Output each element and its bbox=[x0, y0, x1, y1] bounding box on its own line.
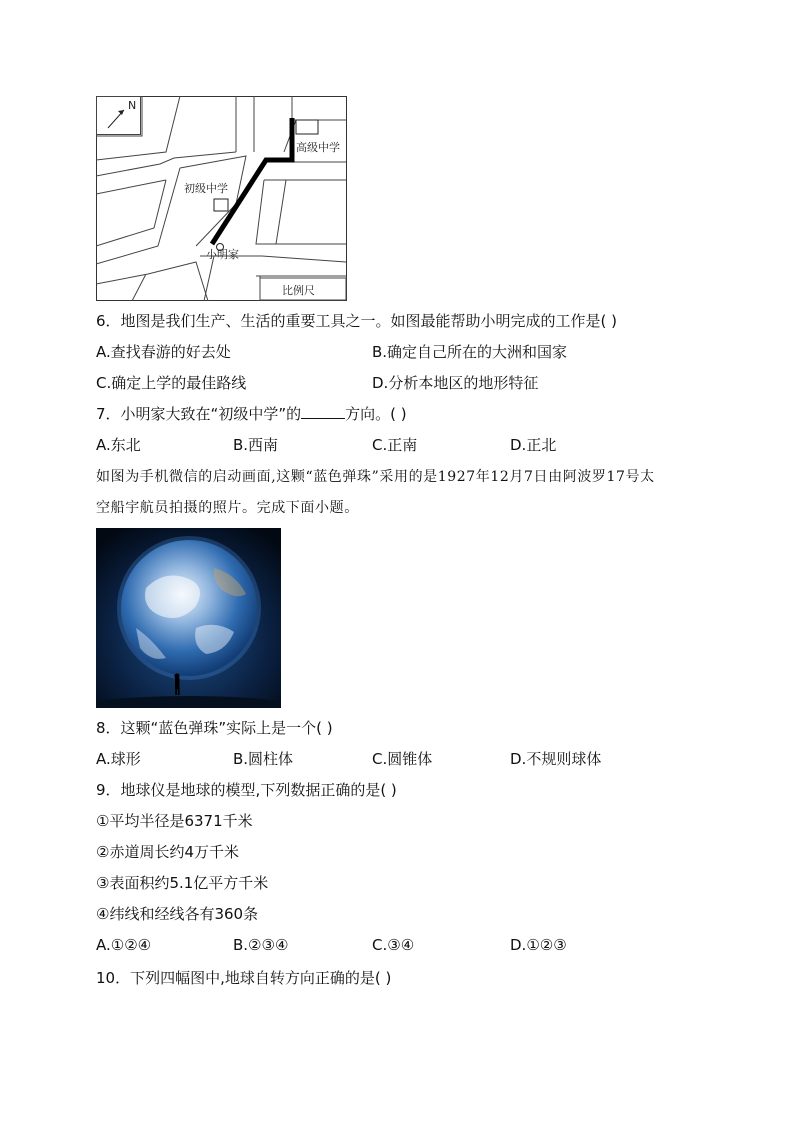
q7-option-b[interactable]: B.西南 bbox=[233, 436, 279, 454]
q9-option-c[interactable]: C.③④ bbox=[372, 936, 415, 954]
q6-option-b[interactable]: B.确定自己所在的大洲和国家 bbox=[372, 343, 568, 361]
q10-stem: 10．下列四幅图中,地球自转方向正确的是( ) bbox=[96, 969, 392, 987]
q9-option-d[interactable]: D.①②③ bbox=[510, 936, 567, 954]
q9-option-a[interactable]: A.①②④ bbox=[96, 936, 152, 954]
earth-image bbox=[96, 528, 281, 708]
intro-line-1: 如图为手机微信的启动画面,这颗“蓝色弹珠”采用的是1927年12月7日由阿波罗17号太 bbox=[96, 469, 655, 485]
q6-option-c[interactable]: C.确定上学的最佳路线 bbox=[96, 374, 247, 392]
q9-statement-1: ①平均半径是6371千米 bbox=[96, 812, 253, 830]
q9-option-b[interactable]: B.②③④ bbox=[233, 936, 289, 954]
q8-option-a[interactable]: A.球形 bbox=[96, 750, 141, 768]
north-label: N bbox=[128, 99, 137, 112]
q8-option-d[interactable]: D.不规则球体 bbox=[510, 750, 602, 768]
q6-option-d[interactable]: D.分析本地区的地形特征 bbox=[372, 374, 539, 392]
map-drawing bbox=[96, 96, 347, 301]
q7-option-d[interactable]: D.正北 bbox=[510, 436, 557, 454]
q8-stem: 8．这颗“蓝色弹珠”实际上是一个( ) bbox=[96, 719, 333, 737]
middle-school-label: 初级中学 bbox=[184, 182, 228, 195]
q8-option-b[interactable]: B.圆柱体 bbox=[233, 750, 294, 768]
high-school-label: 高级中学 bbox=[296, 141, 340, 154]
q8-option-c[interactable]: C.圆锥体 bbox=[372, 750, 433, 768]
blue-marble-photo bbox=[96, 528, 281, 708]
scale-label: 比例尺 bbox=[282, 284, 315, 297]
q9-statement-2: ②赤道周长约4万千米 bbox=[96, 843, 239, 861]
school-route-map bbox=[96, 96, 347, 301]
intro-line-2: 空船宇航员拍摄的照片。完成下面小题。 bbox=[96, 500, 359, 516]
q7-option-c[interactable]: C.正南 bbox=[372, 436, 418, 454]
home-label: 小明家 bbox=[206, 248, 239, 261]
q7-option-a[interactable]: A.东北 bbox=[96, 436, 141, 454]
q9-stem: 9．地球仪是地球的模型,下列数据正确的是( ) bbox=[96, 781, 397, 799]
middle-school-marker bbox=[214, 199, 228, 211]
q9-statement-3: ③表面积约5.1亿平方千米 bbox=[96, 874, 269, 892]
q7-stem-start: 7．小明家大致在“初级中学”的 bbox=[96, 405, 302, 423]
q6-stem: 6．地图是我们生产、生活的重要工具之一。如图最能帮助小明完成的工作是( ) bbox=[96, 312, 618, 330]
q7-stem bbox=[96, 404, 407, 424]
answer-blank bbox=[301, 404, 345, 419]
q9-statement-4: ④纬线和经线各有360条 bbox=[96, 905, 259, 923]
high-school-marker bbox=[296, 120, 318, 134]
q6-option-a[interactable]: A.查找春游的好去处 bbox=[96, 343, 231, 361]
q7-stem-end: 方向。( ) bbox=[345, 405, 407, 423]
